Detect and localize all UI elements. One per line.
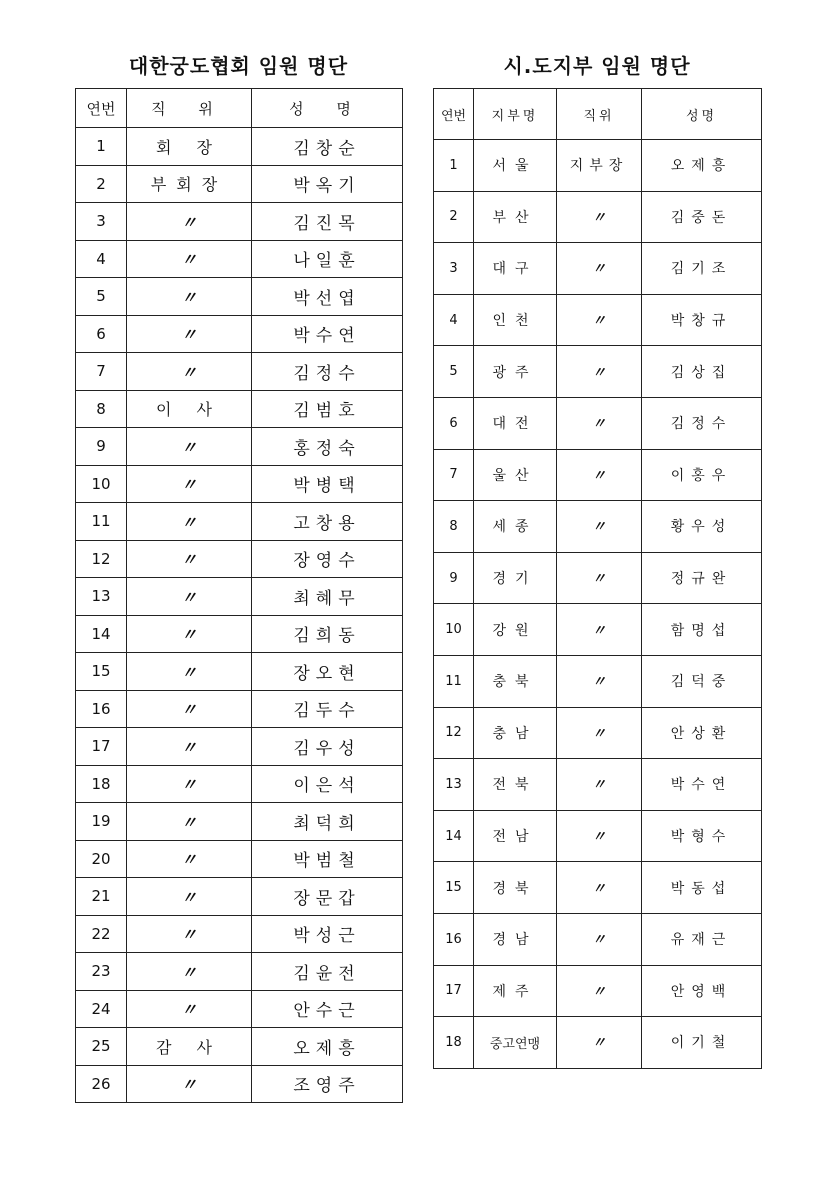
branch-position: 〃	[557, 707, 642, 759]
officer-name: 박병택	[252, 465, 403, 503]
branch-name: 부산	[474, 191, 557, 243]
officer-row	[76, 653, 403, 691]
officer-name: 조영주	[252, 1065, 403, 1103]
branch-officer-name: 이홍우	[642, 449, 762, 501]
officer-position: 〃	[127, 990, 252, 1028]
officer-name: 최혜무	[252, 578, 403, 616]
branch-row	[434, 655, 762, 707]
row-number: 11	[434, 655, 474, 707]
officer-position: 부회장	[127, 165, 252, 203]
branch-name: 전남	[474, 810, 557, 862]
officers-title: 대한궁도협회 임원 명단	[128, 54, 349, 78]
branch-position: 〃	[557, 552, 642, 604]
branch-officer-name: 함명섭	[642, 604, 762, 656]
row-number: 2	[76, 165, 127, 203]
officer-row	[76, 915, 403, 953]
officer-row	[76, 1028, 403, 1066]
header-name: 성 명	[252, 89, 403, 128]
row-number: 3	[76, 203, 127, 241]
officer-row	[76, 990, 403, 1028]
officer-name: 김두수	[252, 690, 403, 728]
branch-position: 〃	[557, 449, 642, 501]
officer-position: 〃	[127, 1065, 252, 1103]
officer-name: 장영수	[252, 540, 403, 578]
branch-name: 대구	[474, 243, 557, 295]
officer-name: 박옥기	[252, 165, 403, 203]
officer-row	[76, 878, 403, 916]
officer-row	[76, 953, 403, 991]
officer-position: 〃	[127, 203, 252, 241]
officer-position: 〃	[127, 915, 252, 953]
officer-position: 〃	[127, 690, 252, 728]
branch-name: 인천	[474, 294, 557, 346]
branch-officers-table	[433, 88, 762, 1069]
officer-position: 〃	[127, 953, 252, 991]
officer-name: 장문갑	[252, 878, 403, 916]
row-number: 6	[76, 315, 127, 353]
row-number: 1	[76, 128, 127, 166]
row-number: 8	[76, 390, 127, 428]
row-number: 8	[434, 501, 474, 553]
officer-name: 안수근	[252, 990, 403, 1028]
officer-position: 〃	[127, 728, 252, 766]
row-number: 15	[434, 862, 474, 914]
row-number: 21	[76, 878, 127, 916]
row-number: 16	[76, 690, 127, 728]
branch-position: 〃	[557, 397, 642, 449]
row-number: 14	[434, 810, 474, 862]
branch-officer-name: 박수연	[642, 759, 762, 811]
officer-position: 〃	[127, 503, 252, 541]
officer-row	[76, 353, 403, 391]
row-number: 7	[76, 353, 127, 391]
officer-name: 박성근	[252, 915, 403, 953]
branch-officer-name: 박형수	[642, 810, 762, 862]
branch-position: 지부장	[557, 140, 642, 192]
branch-position: 〃	[557, 759, 642, 811]
row-number: 11	[76, 503, 127, 541]
branch-row	[434, 810, 762, 862]
branch-position: 〃	[557, 191, 642, 243]
row-number: 4	[76, 240, 127, 278]
branch-name: 중고연맹	[474, 1017, 557, 1069]
branch-row	[434, 449, 762, 501]
officers-header-row	[76, 89, 403, 128]
branch-officer-name: 황우성	[642, 501, 762, 553]
row-number: 17	[434, 965, 474, 1017]
row-number: 13	[76, 578, 127, 616]
row-number: 3	[434, 243, 474, 295]
branch-row	[434, 1017, 762, 1069]
branch-name: 울산	[474, 449, 557, 501]
branch-position: 〃	[557, 243, 642, 295]
row-number: 22	[76, 915, 127, 953]
branch-officer-name: 오제흥	[642, 140, 762, 192]
row-number: 26	[76, 1065, 127, 1103]
branch-name: 충북	[474, 655, 557, 707]
row-number: 2	[434, 191, 474, 243]
branch-row	[434, 191, 762, 243]
officer-row	[76, 690, 403, 728]
row-number: 12	[76, 540, 127, 578]
officer-name: 최덕희	[252, 803, 403, 841]
officer-row	[76, 128, 403, 166]
officer-name: 김우성	[252, 728, 403, 766]
officer-row	[76, 840, 403, 878]
branch-position: 〃	[557, 965, 642, 1017]
row-number: 9	[434, 552, 474, 604]
officer-name: 박선엽	[252, 278, 403, 316]
branch-position: 〃	[557, 1017, 642, 1069]
officer-row	[76, 240, 403, 278]
row-number: 9	[76, 428, 127, 466]
officer-name: 김진목	[252, 203, 403, 241]
branch-name: 전북	[474, 759, 557, 811]
branch-header-row	[434, 89, 762, 140]
branch-row	[434, 346, 762, 398]
branch-row	[434, 243, 762, 295]
row-number: 16	[434, 913, 474, 965]
branch-name: 광주	[474, 346, 557, 398]
officer-position: 〃	[127, 615, 252, 653]
branch-officer-name: 정규완	[642, 552, 762, 604]
branch-officer-name: 김덕중	[642, 655, 762, 707]
branch-name: 세종	[474, 501, 557, 553]
officer-name: 박수연	[252, 315, 403, 353]
officer-position: 〃	[127, 540, 252, 578]
officer-row	[76, 278, 403, 316]
branch-row	[434, 862, 762, 914]
officers-table	[75, 88, 403, 1103]
officer-row	[76, 615, 403, 653]
officer-position: 〃	[127, 278, 252, 316]
officer-name: 김창순	[252, 128, 403, 166]
officer-row	[76, 803, 403, 841]
officer-position: 〃	[127, 240, 252, 278]
row-number: 24	[76, 990, 127, 1028]
branch-row	[434, 552, 762, 604]
branch-officer-name: 김중돈	[642, 191, 762, 243]
officer-row	[76, 315, 403, 353]
branch-name: 경북	[474, 862, 557, 914]
branch-row	[434, 140, 762, 192]
row-number: 7	[434, 449, 474, 501]
branch-name: 경기	[474, 552, 557, 604]
branch-officer-name: 이기철	[642, 1017, 762, 1069]
branch-position: 〃	[557, 862, 642, 914]
officer-name: 이은석	[252, 765, 403, 803]
officer-name: 오제흥	[252, 1028, 403, 1066]
branch-position: 〃	[557, 501, 642, 553]
officer-name: 김정수	[252, 353, 403, 391]
row-number: 1	[434, 140, 474, 192]
branch-name: 서울	[474, 140, 557, 192]
branch-row	[434, 604, 762, 656]
officer-position: 〃	[127, 840, 252, 878]
branch-officer-name: 유재근	[642, 913, 762, 965]
row-number: 4	[434, 294, 474, 346]
row-number: 15	[76, 653, 127, 691]
branch-name: 강원	[474, 604, 557, 656]
row-number: 18	[434, 1017, 474, 1069]
branch-officer-name: 김정수	[642, 397, 762, 449]
header-position: 직위	[557, 89, 642, 140]
branch-row	[434, 397, 762, 449]
officer-name: 장오현	[252, 653, 403, 691]
branch-name: 경남	[474, 913, 557, 965]
branch-officers-title: 시.도지부 임원 명단	[503, 54, 691, 78]
branch-row	[434, 501, 762, 553]
officer-name: 나일훈	[252, 240, 403, 278]
officer-position: 〃	[127, 315, 252, 353]
row-number: 25	[76, 1028, 127, 1066]
header-position: 직 위	[127, 89, 252, 128]
officer-name: 김윤전	[252, 953, 403, 991]
officer-position: 〃	[127, 653, 252, 691]
officer-position: 〃	[127, 353, 252, 391]
officer-row	[76, 503, 403, 541]
row-number: 13	[434, 759, 474, 811]
officer-name: 홍정숙	[252, 428, 403, 466]
officer-row	[76, 390, 403, 428]
officer-position: 〃	[127, 465, 252, 503]
branch-officer-name: 박동섭	[642, 862, 762, 914]
officer-position: 〃	[127, 765, 252, 803]
officer-position: 〃	[127, 803, 252, 841]
header-name: 성명	[642, 89, 762, 140]
branch-row	[434, 707, 762, 759]
row-number: 19	[76, 803, 127, 841]
officer-name: 박범철	[252, 840, 403, 878]
officer-position: 〃	[127, 878, 252, 916]
officer-name: 김희동	[252, 615, 403, 653]
row-number: 23	[76, 953, 127, 991]
officer-row	[76, 578, 403, 616]
row-number: 5	[76, 278, 127, 316]
officer-row	[76, 203, 403, 241]
branch-officer-name: 김상집	[642, 346, 762, 398]
row-number: 5	[434, 346, 474, 398]
row-number: 6	[434, 397, 474, 449]
officer-position: 〃	[127, 428, 252, 466]
row-number: 14	[76, 615, 127, 653]
branch-position: 〃	[557, 604, 642, 656]
branch-position: 〃	[557, 294, 642, 346]
row-number: 17	[76, 728, 127, 766]
officer-row	[76, 765, 403, 803]
officer-name: 고창용	[252, 503, 403, 541]
branch-position: 〃	[557, 655, 642, 707]
branch-officer-name: 안영백	[642, 965, 762, 1017]
branch-position: 〃	[557, 346, 642, 398]
branch-name: 제주	[474, 965, 557, 1017]
row-number: 18	[76, 765, 127, 803]
officer-row	[76, 165, 403, 203]
officer-row	[76, 540, 403, 578]
officer-row	[76, 1065, 403, 1103]
branch-name: 대전	[474, 397, 557, 449]
header-no: 연번	[434, 89, 474, 140]
branch-position: 〃	[557, 913, 642, 965]
branch-row	[434, 759, 762, 811]
officer-position: 감 사	[127, 1028, 252, 1066]
branch-officer-name: 김기조	[642, 243, 762, 295]
branch-officer-name: 박창규	[642, 294, 762, 346]
row-number: 10	[76, 465, 127, 503]
officer-position: 이 사	[127, 390, 252, 428]
header-no: 연번	[76, 89, 127, 128]
officer-name: 김범호	[252, 390, 403, 428]
branch-name: 충남	[474, 707, 557, 759]
officer-row	[76, 728, 403, 766]
branch-row	[434, 294, 762, 346]
branch-position: 〃	[557, 810, 642, 862]
row-number: 12	[434, 707, 474, 759]
branch-officer-name: 안상환	[642, 707, 762, 759]
officer-position: 〃	[127, 578, 252, 616]
header-branch: 지부명	[474, 89, 557, 140]
row-number: 10	[434, 604, 474, 656]
branch-row	[434, 913, 762, 965]
row-number: 20	[76, 840, 127, 878]
officer-row	[76, 465, 403, 503]
branch-row	[434, 965, 762, 1017]
officer-row	[76, 428, 403, 466]
officer-position: 회 장	[127, 128, 252, 166]
